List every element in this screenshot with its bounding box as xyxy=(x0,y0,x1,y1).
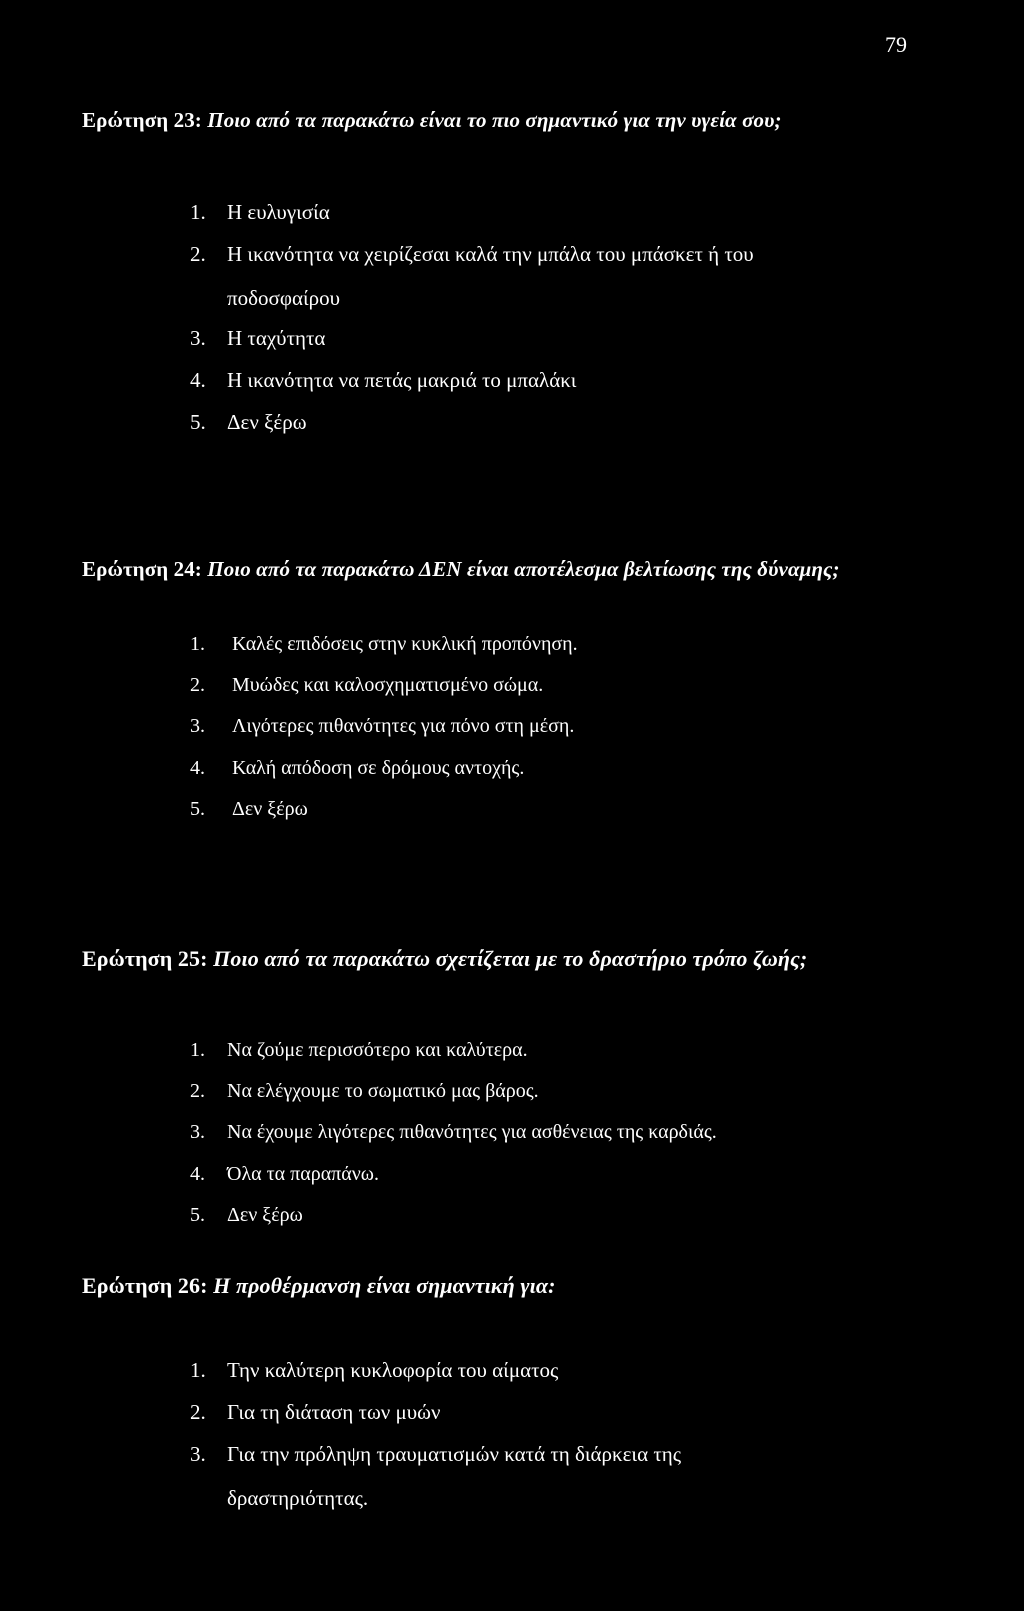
option-number: 1. xyxy=(190,1358,206,1382)
option-number: 4. xyxy=(190,1162,205,1185)
option-number: 3. xyxy=(190,1121,205,1144)
question-24-label: Ερώτηση 24: xyxy=(82,557,202,581)
question-23-text: Ποιο από τα παρακάτω είναι το πιο σημαντικό για την υγεία σου; xyxy=(207,108,782,132)
question-25-heading xyxy=(82,946,807,972)
question-23-heading xyxy=(82,108,782,133)
option-number: 3. xyxy=(190,715,205,738)
option-text: Δεν ξέρω xyxy=(232,797,308,820)
option-number: 2. xyxy=(190,674,205,697)
question-26-text: Η προθέρμανση είναι σημαντική για: xyxy=(213,1273,556,1298)
question-25-text: Ποιο από τα παρακάτω σχετίζεται με το δραστήριο τρόπο ζωής; xyxy=(213,946,808,971)
option-text: Δεν ξέρω xyxy=(227,1203,303,1226)
question-23-options xyxy=(190,199,754,451)
question-25-option-1 xyxy=(190,1037,717,1078)
option-text: Την καλύτερη κυκλοφορία του αίματος xyxy=(227,1358,559,1382)
question-25-option-5 xyxy=(190,1202,717,1243)
option-text: Καλή απόδοση σε δρόμους αντοχής. xyxy=(232,756,525,779)
question-23-option-4 xyxy=(190,367,754,409)
option-number: 5. xyxy=(190,1203,205,1226)
option-text: Να ελέγχουμε το σωματικό μας βάρος. xyxy=(227,1080,539,1103)
question-24-option-4 xyxy=(190,755,578,796)
question-26-option-1 xyxy=(190,1357,681,1399)
page-number: 79 xyxy=(885,32,907,57)
option-text: Η ταχύτητα xyxy=(227,326,326,350)
question-26-label: Ερώτηση 26: xyxy=(82,1273,208,1298)
option-text: Καλές επιδόσεις στην κυκλική προπόνηση. xyxy=(232,633,578,655)
option-text: Μυώδες και καλοσχηματισμένο σώμα. xyxy=(232,674,544,697)
option-number: 4. xyxy=(190,368,206,392)
option-number: 1. xyxy=(190,1039,205,1061)
question-24-option-3 xyxy=(190,713,578,754)
question-23-label: Ερώτηση 23: xyxy=(82,108,202,132)
question-26-option-3 xyxy=(190,1441,682,1510)
question-23-option-2 xyxy=(190,241,754,325)
question-23-option-1 xyxy=(190,199,754,241)
question-25-options xyxy=(190,1037,717,1243)
question-26-options xyxy=(190,1357,682,1510)
question-24-option-2 xyxy=(190,672,578,713)
option-text-wrapper xyxy=(227,241,754,311)
option-text-wrapper xyxy=(227,1441,681,1511)
option-number: 1. xyxy=(190,200,206,224)
option-text: Η ικανότητα να πετάς μακριά το μπαλάκι xyxy=(227,368,577,392)
question-24-text: Ποιο από τα παρακάτω ΔΕΝ είναι αποτέλεσμα βελτίωσης της δύναμης; xyxy=(207,557,840,581)
option-text: Για την πρόληψη τραυματισμών κατά τη διάρκεια της xyxy=(227,1442,682,1466)
question-26-heading xyxy=(82,1273,556,1299)
option-number: 3. xyxy=(190,326,206,350)
question-25-label: Ερώτηση 25: xyxy=(82,946,208,971)
option-number: 2. xyxy=(190,1080,205,1103)
question-26-option-2 xyxy=(190,1399,681,1441)
option-text-continued: δραστηριότητας. xyxy=(227,1486,369,1510)
option-text: Δεν ξέρω xyxy=(227,410,307,434)
option-text: Να έχουμε λιγότερες πιθανότητες για ασθένειας της καρδιάς. xyxy=(227,1121,717,1144)
option-text: Λιγότερες πιθανότητες για πόνο στη μέση. xyxy=(232,715,575,738)
question-24-option-5 xyxy=(190,796,578,837)
question-25-option-4 xyxy=(190,1161,717,1202)
question-24-options xyxy=(190,631,578,837)
option-number: 1. xyxy=(190,633,205,655)
question-25-option-3 xyxy=(190,1119,717,1160)
option-text: Για τη διάταση των μυών xyxy=(227,1400,441,1424)
question-24-heading xyxy=(82,557,840,582)
question-23-option-5 xyxy=(190,409,754,451)
option-number: 5. xyxy=(190,797,205,820)
option-number: 3. xyxy=(190,1442,206,1466)
option-number: 2. xyxy=(190,1400,206,1424)
option-text: Η ευλυγισία xyxy=(227,200,330,224)
option-number: 5. xyxy=(190,410,206,434)
option-text: Όλα τα παραπάνω. xyxy=(227,1162,379,1185)
question-25-option-2 xyxy=(190,1078,717,1119)
question-23-option-3 xyxy=(190,325,754,367)
option-number: 2. xyxy=(190,242,206,266)
option-text: Η ικανότητα να χειρίζεσαι καλά την μπάλα του μπάσκετ ή του xyxy=(227,242,754,266)
option-text-continued: ποδοσφαίρου xyxy=(227,286,340,310)
option-text: Να ζούμε περισσότερο και καλύτερα. xyxy=(227,1039,528,1061)
question-24-option-1 xyxy=(190,631,578,672)
option-number: 4. xyxy=(190,756,205,779)
